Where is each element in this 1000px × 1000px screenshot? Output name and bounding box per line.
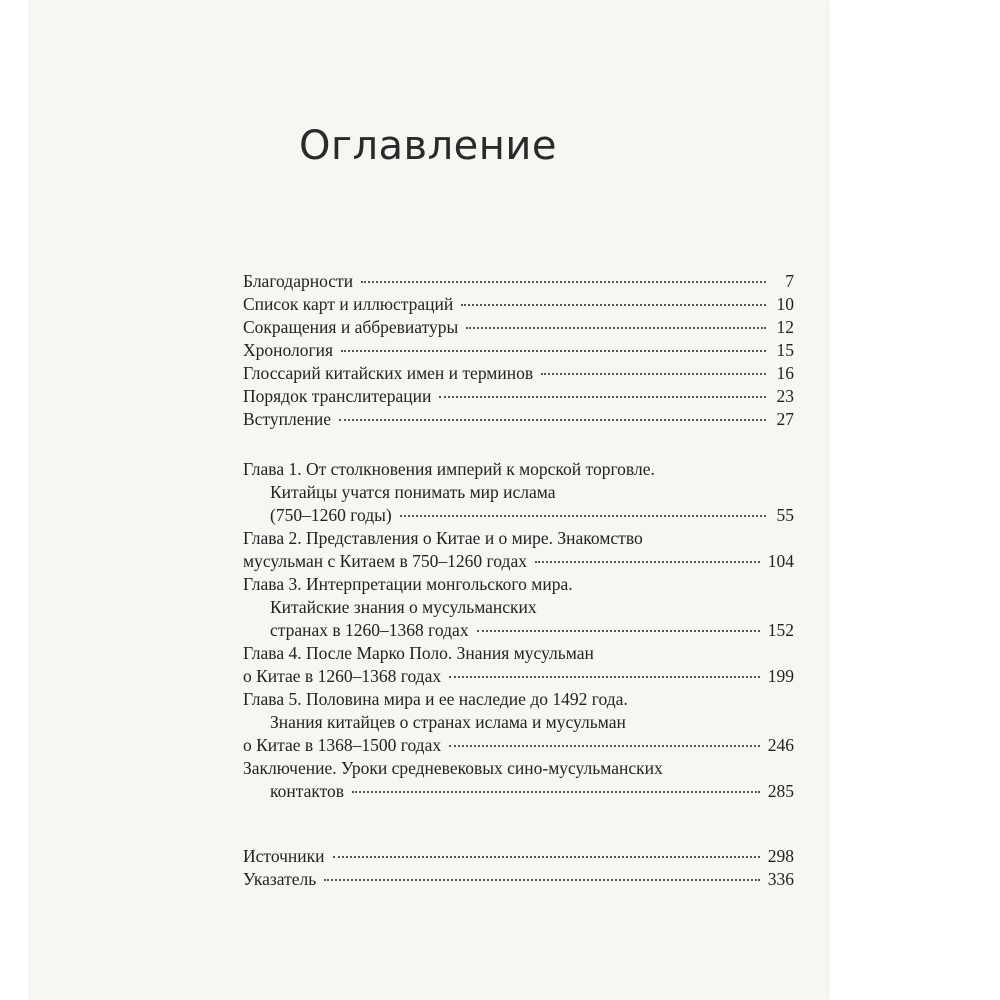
toc-entry (243, 527, 794, 573)
toc-entry-text: Вступление (243, 409, 331, 429)
toc-entry (243, 316, 794, 339)
toc-entry-text: Китайцы учатся понимать мир ислама (270, 482, 556, 502)
dot-leader (352, 791, 760, 793)
toc-entry-text: Глава 5. Половина мира и ее наследие до 1492 года. (243, 689, 628, 709)
dot-leader (341, 350, 766, 352)
dot-leader (477, 630, 760, 632)
toc-entry-text: Хронология (243, 340, 334, 360)
page-title: Оглавление (298, 122, 558, 169)
dot-leader (324, 879, 760, 881)
toc-entry-text: Заключение. Уроки средневековых сино-мусульманских (243, 758, 663, 778)
toc-page-number: 10 (776, 294, 794, 314)
toc-entry-text: Благодарности (243, 271, 354, 291)
toc-entry (243, 573, 794, 642)
toc-page-number: 285 (767, 781, 794, 801)
toc-chapters (243, 458, 794, 803)
toc-page-number: 16 (776, 363, 794, 383)
toc-entry-text: Порядок транслитерации (243, 386, 432, 406)
toc-page-number: 27 (776, 409, 794, 429)
toc-entry-text: Глава 2. Представления о Китае и о мире. Знакомство (243, 528, 643, 548)
toc-page-number: 7 (785, 271, 794, 291)
toc-page-number: 104 (767, 551, 794, 571)
dot-leader (461, 304, 766, 306)
dot-leader (339, 419, 766, 421)
toc-entry-text: (750–1260 годы) (270, 505, 392, 525)
toc-entry-text: мусульман с Китаем в 750–1260 годах (243, 551, 527, 571)
toc-page-number: 23 (776, 386, 794, 406)
toc-entry-text: Указатель (243, 869, 317, 889)
dot-leader (333, 856, 760, 858)
dot-leader (535, 561, 760, 563)
toc-entry (243, 868, 794, 891)
toc-front-matter (243, 270, 794, 431)
dot-leader (439, 396, 766, 398)
toc-entry-text: Знания китайцев о странах ислама и мусульман (270, 712, 626, 732)
dot-leader (449, 745, 760, 747)
toc-entry (243, 293, 794, 316)
toc-entry (243, 688, 794, 757)
toc-entry (243, 385, 794, 408)
toc-entry (243, 362, 794, 385)
dot-leader (361, 281, 766, 283)
dot-leader (449, 676, 760, 678)
toc-entry (243, 757, 794, 803)
toc-page-number: 152 (767, 620, 794, 640)
toc-page-number: 15 (776, 340, 794, 360)
toc-entry (243, 642, 794, 688)
toc-page-number: 298 (767, 846, 794, 866)
book-page (28, 0, 828, 1000)
toc-entry-text: странах в 1260–1368 годах (270, 620, 469, 640)
toc-page-number: 12 (776, 317, 794, 337)
toc-entry (243, 845, 794, 868)
toc-entry-text: Китайские знания о мусульманских (270, 597, 537, 617)
dot-leader (541, 373, 766, 375)
dot-leader (466, 327, 766, 329)
toc-back-matter (243, 845, 794, 891)
toc-page-number: 246 (767, 735, 794, 755)
toc-entry-text: Сокращения и аббревиатуры (243, 317, 459, 337)
toc-page-number: 199 (767, 666, 794, 686)
toc-entry-text: Глава 3. Интерпретации монгольского мира. (243, 574, 573, 594)
toc-entry-text: Источники (243, 846, 325, 866)
toc-entry-text: Глоссарий китайских имен и терминов (243, 363, 534, 383)
toc-entry-text: о Китае в 1260–1368 годах (243, 666, 442, 686)
toc-entry-text: Глава 4. После Марко Поло. Знания мусульман (243, 643, 594, 663)
dot-leader (400, 515, 766, 517)
toc-entry-text: Список карт и иллюстраций (243, 294, 454, 314)
toc-page-number: 55 (776, 505, 794, 525)
toc-entry (243, 458, 794, 527)
toc-entry (243, 408, 794, 431)
toc-entry-text: о Китае в 1368–1500 годах (243, 735, 442, 755)
toc-entry-text: Глава 1. От столкновения империй к морской торговле. (243, 459, 655, 479)
toc-entry-text: контактов (270, 781, 345, 801)
toc-page-number: 336 (767, 869, 794, 889)
toc-entry (243, 270, 794, 293)
toc-entry (243, 339, 794, 362)
